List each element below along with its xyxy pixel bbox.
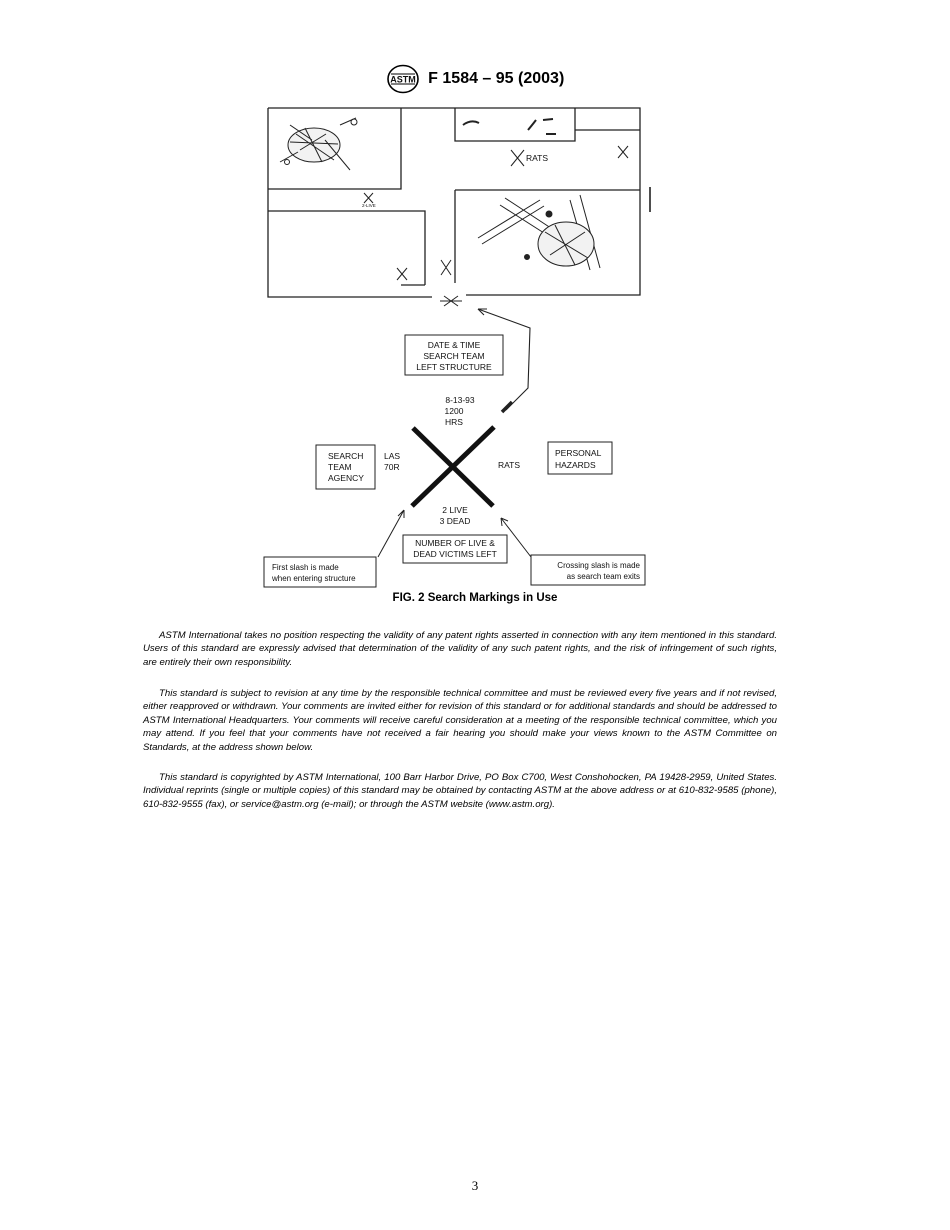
patent-notice-paragraph: ASTM International takes no position respecting the validity of any patent rights asserted in connection with any item mentioned in this standard. Users of this standard are expressly advised that determination of the validity of any such patent rights, and the risk of infringement of such rights, are entirely their own responsibility. [143, 630, 777, 668]
marking-bottom-line-2: 3 DEAD [439, 516, 471, 526]
crossing-slash-line-2: as search team exits [566, 572, 640, 581]
marking-hrs: HRS [445, 417, 463, 427]
victims-line-1: NUMBER OF LIVE & [415, 538, 495, 548]
marking-left-line-1: LAS [384, 451, 401, 461]
marking-right: RATS [498, 460, 521, 470]
first-slash-line-2: when entering structure [272, 574, 356, 583]
crossing-slash-line-1: Crossing slash is made [557, 561, 640, 570]
marking-date: 8-13-93 [445, 395, 475, 405]
standard-designation: F 1584 – 95 (2003) [428, 70, 565, 87]
marking-time: 1200 [444, 406, 464, 416]
victims-line-2: DEAD VICTIMS LEFT [413, 549, 497, 559]
hazards-line-2: HAZARDS [555, 460, 596, 470]
plan-mark-rats [511, 150, 524, 166]
date-time-line-3: LEFT STRUCTURE [416, 362, 492, 372]
plan-mark-right [618, 146, 628, 158]
plan-mark-corridor [397, 268, 407, 280]
first-slash-line-1: First slash is made [272, 563, 339, 572]
hazards-line-1: PERSONAL [555, 448, 602, 458]
arrow-first-slash [378, 510, 404, 557]
plan-mark-door [441, 260, 451, 275]
plan-mark-left [364, 193, 373, 203]
revision-notice-paragraph: This standard is subject to revision at any time by the responsible technical committee and must be reviewed every five years and if not revised, either reapproved or withdrawn. Your comments are invited either for revision of this standard or for additional standards and should be addressed to ASTM International Headquarters. Your comments will receive careful consideration at a meeting of the responsible technical committee, which you may attend. If you feel that your comments have not received a fair hearing you should make your views known to the ASTM Committee on Standards, at the address shown below. [143, 688, 777, 753]
logo-text: ASTM [389, 74, 416, 85]
search-team-line-2: TEAM [328, 462, 352, 472]
marking-bottom-line-1: 2 LIVE [442, 505, 468, 515]
marking-left-line-2: 70R [384, 462, 400, 472]
rats-sketch [463, 119, 556, 134]
plan-mark-entrance [440, 296, 462, 306]
date-time-line-1: DATE & TIME [427, 340, 481, 350]
plan-room-topright [455, 108, 640, 141]
search-markings-figure [0, 0, 950, 600]
search-team-line-3: AGENCY [328, 473, 364, 483]
date-time-line-2: SEARCH TEAM [423, 351, 485, 361]
search-team-line-1: SEARCH [328, 451, 364, 461]
plan-label-rats: RATS [526, 153, 549, 163]
plan-label-zone: 2-LIVE [362, 203, 376, 208]
copyright-notice-paragraph: This standard is copyrighted by ASTM International, 100 Barr Harbor Drive, PO Box C700, West Conshohocken, PA 19428-2959, United States. Individual reprints (single or multiple copies) of this standard may be obtained by contacting ASTM at the above address or at 610-832-9585 (phone), 610-832-9555 (fax), or service@astm.org (e-mail); or through the ASTM website (www.astm.org). [143, 772, 777, 810]
figure-caption: FIG. 2 Search Markings in Use [392, 592, 558, 604]
page-number: 3 [471, 1178, 479, 1193]
